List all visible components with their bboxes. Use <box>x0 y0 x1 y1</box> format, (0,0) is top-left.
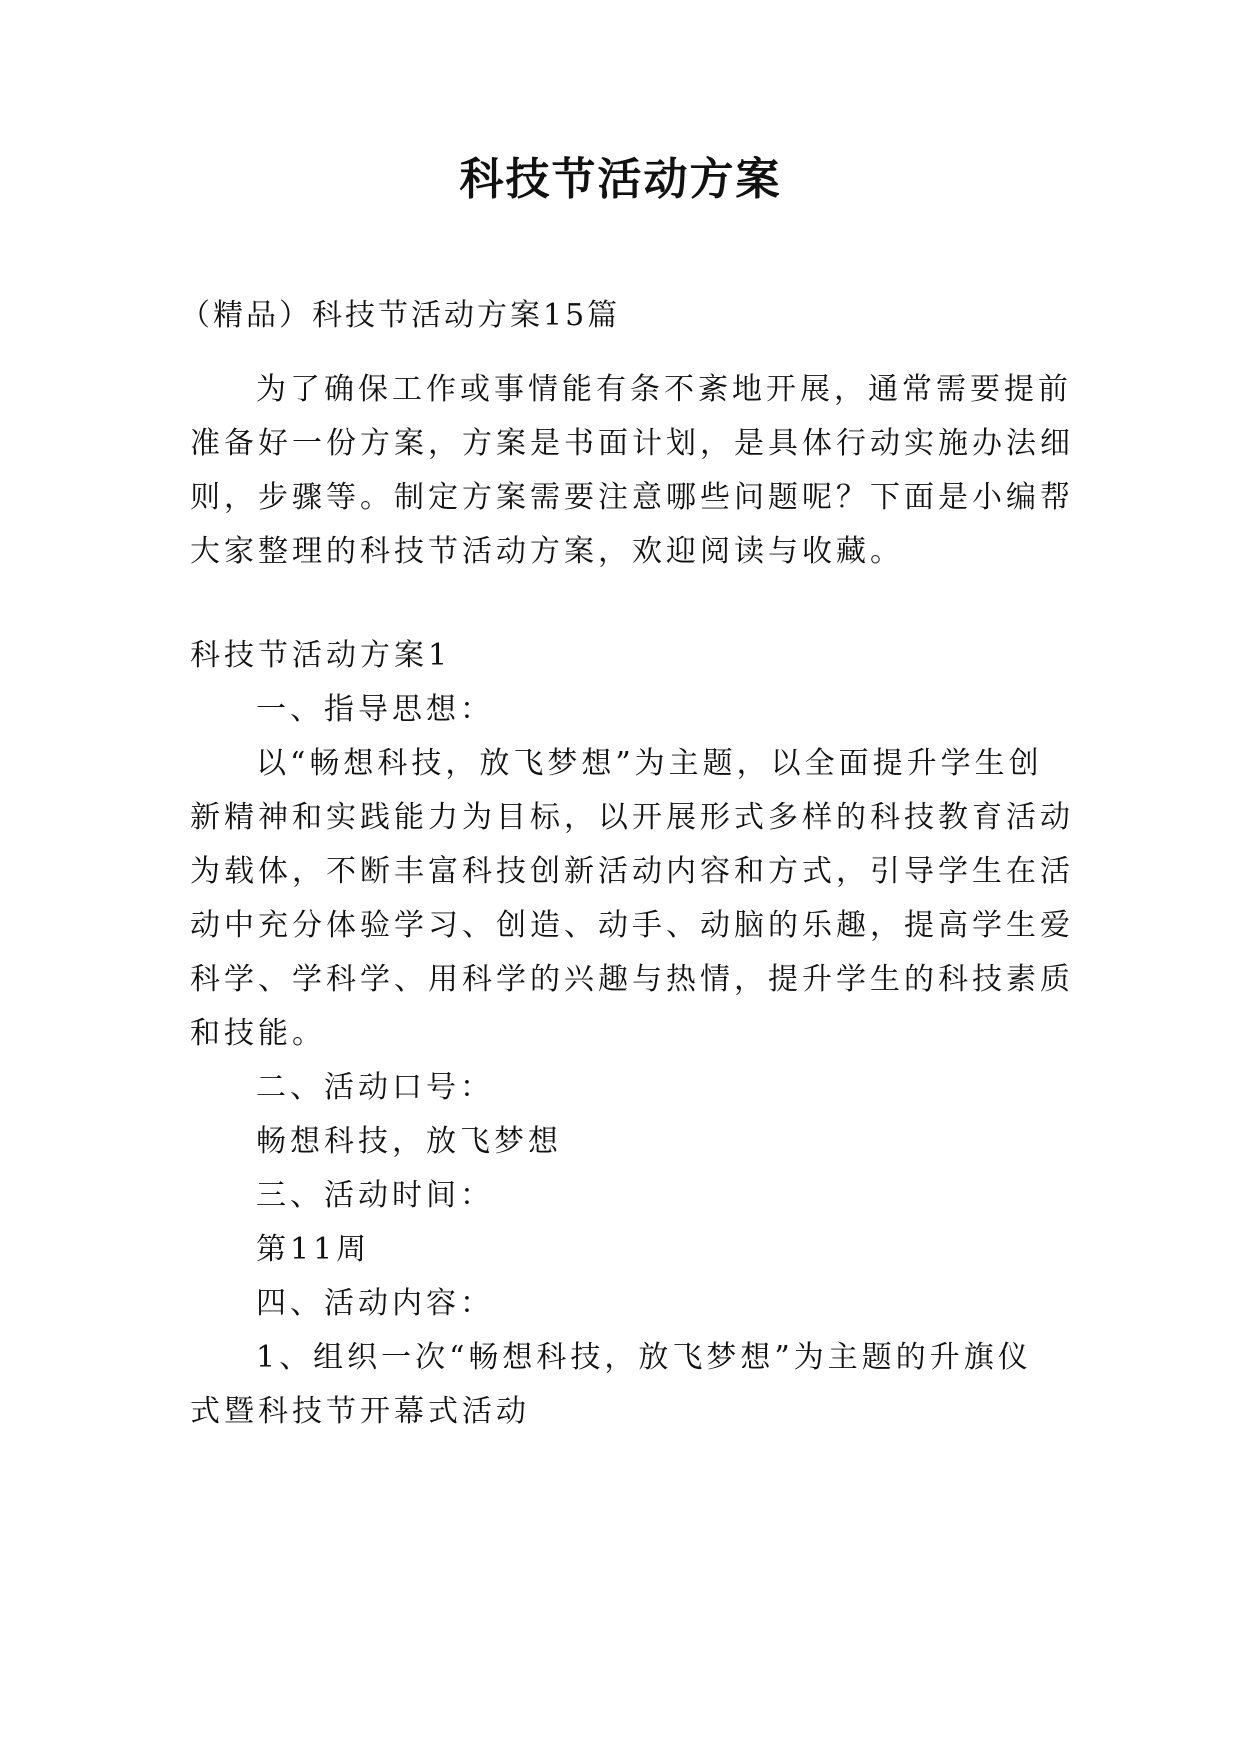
slogan-heading: 二、活动口号： <box>256 1070 494 1105</box>
guide-text-line-2: 新精神和实践能力为目标，以开展形式多样的科技教育活动 <box>190 800 1074 835</box>
guide-text-line-3: 为载体，不断丰富科技创新活动内容和方式，引导学生在活 <box>190 854 1074 889</box>
time-text: 第11周 <box>256 1232 371 1267</box>
section-heading: 科技节活动方案1 <box>190 638 452 673</box>
content-item-1-line-1: 1、组织一次“畅想科技，放飞梦想”为主题的升旗仪 <box>256 1340 1032 1375</box>
content-heading: 四、活动内容： <box>256 1286 494 1321</box>
guide-heading: 一、指导思想： <box>256 692 494 727</box>
intro-line-2: 准备好一份方案，方案是书面计划，是具体行动实施办法细 <box>190 426 1074 461</box>
guide-text-line-4: 动中充分体验学习、创造、动手、动脑的乐趣，提高学生爱 <box>190 908 1074 943</box>
time-heading: 三、活动时间： <box>256 1178 494 1213</box>
slogan-text: 畅想科技，放飞梦想 <box>256 1124 562 1159</box>
guide-text-line-1: 以“畅想科技，放飞梦想”为主题，以全面提升学生创 <box>256 746 1043 781</box>
guide-text-line-5: 科学、学科学、用科学的兴趣与热情，提升学生的科技素质 <box>190 962 1074 997</box>
guide-text-line-6: 和技能。 <box>190 1016 326 1051</box>
intro-line-3: 则，步骤等。制定方案需要注意哪些问题呢？下面是小编帮 <box>190 480 1074 515</box>
intro-line-4: 大家整理的科技节活动方案，欢迎阅读与收藏。 <box>190 534 904 569</box>
content-item-1-line-2: 式暨科技节开幕式活动 <box>190 1394 530 1429</box>
intro-line-1: 为了确保工作或事情能有条不紊地开展，通常需要提前 <box>256 372 1072 407</box>
document-subtitle: （精品）科技节活动方案15篇 <box>180 298 621 333</box>
document-title: 科技节活动方案 <box>459 154 782 205</box>
